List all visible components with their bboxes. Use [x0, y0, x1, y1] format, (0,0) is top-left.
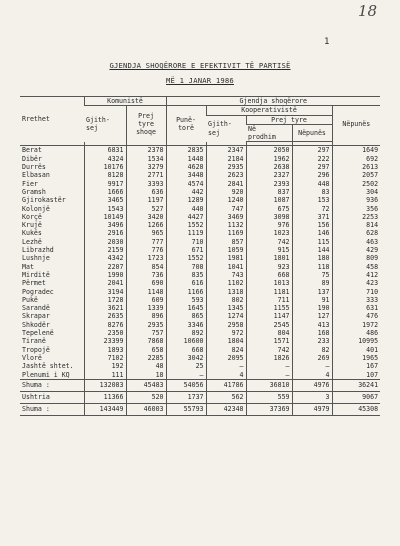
cell-value: 736 [126, 271, 166, 279]
row-label: Korçë [22, 212, 42, 221]
table-row [20, 329, 380, 337]
cell-value: – [246, 362, 292, 370]
row-label: Tepelenë [22, 329, 54, 338]
cell-value: 1013 [246, 279, 292, 287]
cell-value: 8128 [84, 171, 126, 179]
cell-value: 45308 [332, 403, 380, 415]
cell-value: 1645 [166, 304, 206, 312]
cell-value: 10149 [84, 213, 126, 221]
table-row [20, 238, 380, 246]
cell-value: 46003 [126, 403, 166, 415]
cell-value: 1166 [166, 288, 206, 296]
cell-value: 4342 [84, 254, 126, 262]
page-number: 1 [324, 37, 330, 47]
cell-value: 757 [126, 329, 166, 337]
row-label: Vlorë [22, 353, 42, 362]
cell-value: 892 [166, 329, 206, 337]
cell-value: 45483 [126, 379, 166, 391]
row-label: Skrapar [22, 312, 50, 321]
cell-value: 1737 [166, 391, 206, 403]
row-label: Sarandë [22, 304, 50, 313]
cell-value: 710 [166, 238, 206, 246]
table-row [20, 321, 380, 329]
cell-value: 2347 [206, 146, 246, 155]
cell-value: 37369 [246, 403, 292, 415]
cell-value: 4427 [166, 213, 206, 221]
cell-value: 3 [292, 391, 332, 403]
cell-value: 1893 [84, 346, 126, 354]
cell-value: 3465 [84, 196, 126, 204]
cell-value: 440 [166, 205, 206, 213]
cell-value: 401 [332, 346, 380, 354]
cell-value: 10176 [84, 163, 126, 171]
cell-value: 527 [126, 205, 166, 213]
row-label: Tropojë [22, 345, 50, 354]
cell-value: 671 [166, 246, 206, 254]
cell-value: 1801 [246, 254, 292, 262]
cell-value: 1289 [166, 196, 206, 204]
table-row [20, 279, 380, 287]
table-row [20, 188, 380, 196]
cell-value: 777 [126, 238, 166, 246]
cell-value: – [246, 371, 292, 379]
cell-value: 742 [246, 238, 292, 246]
cell-value: 6831 [84, 146, 126, 155]
cell-value: 1552 [166, 254, 206, 262]
cell-value: 168 [292, 329, 332, 337]
row-label: Elbasan [22, 171, 50, 180]
table-row [20, 371, 380, 379]
row-label: Lushnje [22, 254, 50, 263]
row-label: Shkodër [22, 320, 50, 329]
table-body [20, 146, 380, 415]
table-row [20, 304, 380, 312]
row-label: Shuma : [20, 403, 84, 415]
header-kooperativiste: Kooperativistë [206, 106, 332, 115]
cell-value: 3621 [84, 304, 126, 312]
cell-value: 333 [332, 296, 380, 304]
row-label: Librazhd [22, 246, 54, 255]
cell-value: 1962 [246, 155, 292, 163]
cell-value: 3098 [246, 213, 292, 221]
cell-value: 708 [166, 263, 206, 271]
cell-value: 3346 [166, 321, 206, 329]
cell-value: 1266 [126, 221, 166, 229]
cell-value: 628 [332, 229, 380, 237]
cell-value: 143449 [84, 403, 126, 415]
cell-value: 412 [332, 271, 380, 279]
cell-value: 371 [292, 213, 332, 221]
cell-value: 442 [166, 188, 206, 196]
cell-value: 1041 [206, 263, 246, 271]
cell-value: 896 [126, 312, 166, 320]
handwritten-page-number: 18 [358, 2, 378, 20]
row-label: Përmet [22, 279, 46, 288]
cell-value: 486 [332, 329, 380, 337]
cell-value: 2057 [332, 171, 380, 179]
cell-value: 2393 [246, 180, 292, 188]
cell-value: 2638 [246, 163, 292, 171]
header-koop-gjithsej: Gjith- sej [208, 120, 232, 137]
cell-value: 2502 [332, 180, 380, 188]
cell-value: 776 [126, 246, 166, 254]
cell-value: 82 [292, 346, 332, 354]
cell-value: 36810 [246, 379, 292, 391]
cell-value: 690 [126, 279, 166, 287]
cell-value: 9067 [332, 391, 380, 403]
cell-value: 1723 [126, 254, 166, 262]
row-label: Berat [22, 146, 42, 155]
cell-value: 18 [126, 371, 166, 379]
cell-value: 2041 [84, 279, 126, 287]
cell-value: 115 [292, 238, 332, 246]
cell-value: 1972 [332, 321, 380, 329]
table-row [20, 205, 380, 213]
cell-value: 9917 [84, 180, 126, 188]
cell-value: 72 [292, 205, 332, 213]
table-row [20, 354, 380, 362]
cell-value: 1059 [206, 246, 246, 254]
cell-value: 3448 [166, 171, 206, 179]
party-membership-table [20, 96, 380, 416]
cell-value: 1448 [166, 155, 206, 163]
row-label: Kukës [22, 229, 42, 238]
table-row [20, 146, 380, 155]
cell-value: 616 [166, 279, 206, 287]
table-row [20, 346, 380, 354]
row-label: Gramsh [22, 187, 46, 196]
cell-value: 814 [332, 221, 380, 229]
cell-value: 413 [292, 321, 332, 329]
cell-value: 2958 [206, 321, 246, 329]
cell-value: 54056 [166, 379, 206, 391]
cell-value: 743 [206, 271, 246, 279]
cell-value: 23399 [84, 337, 126, 345]
cell-value: 1155 [246, 304, 292, 312]
cell-value: 3279 [126, 163, 166, 171]
cell-value: 4628 [166, 163, 206, 171]
cell-value: 2545 [246, 321, 292, 329]
cell-value: 463 [332, 238, 380, 246]
cell-value: 180 [292, 254, 332, 262]
cell-value: 48 [126, 362, 166, 370]
document-title: GJENDJA SHOQËRORE E EFEKTIVIT TË PARTISË [109, 61, 291, 70]
cell-value: 1274 [206, 312, 246, 320]
header-nepunes: Nëpunës [332, 106, 380, 142]
cell-value: 3042 [166, 354, 206, 362]
cell-value: 2771 [126, 171, 166, 179]
cell-value: 936 [332, 196, 380, 204]
cell-value: 3496 [84, 221, 126, 229]
cell-value: 36241 [332, 379, 380, 391]
table-row [20, 362, 380, 370]
cell-value: 8276 [84, 321, 126, 329]
cell-value: 2207 [84, 263, 126, 271]
cell-value: 1087 [246, 196, 292, 204]
cell-value: 2184 [206, 155, 246, 163]
cell-value: 137 [292, 288, 332, 296]
cell-value: 920 [206, 188, 246, 196]
cell-value: 1571 [246, 337, 292, 345]
cell-value: 1148 [126, 288, 166, 296]
cell-value: 156 [292, 221, 332, 229]
header-punetore: Punë- torë [166, 106, 206, 142]
row-label: Krujë [22, 221, 42, 230]
table-row [20, 163, 380, 171]
cell-value: 675 [246, 205, 292, 213]
cell-value: 593 [166, 296, 206, 304]
cell-value: 4979 [292, 403, 332, 415]
cell-value: 1728 [84, 296, 126, 304]
cell-value: 75 [292, 271, 332, 279]
cell-value: 520 [126, 391, 166, 403]
row-label: Dibër [22, 154, 42, 163]
cell-value: 7102 [84, 354, 126, 362]
cell-value: 865 [166, 312, 206, 320]
cell-value: 2935 [206, 163, 246, 171]
row-label: Pukë [22, 295, 38, 304]
cell-value: 127 [292, 312, 332, 320]
cell-value: 107 [332, 371, 380, 379]
row-label: Jashtë shtet. [22, 362, 74, 371]
cell-value: 4324 [84, 155, 126, 163]
row-label: Ushtria [22, 392, 50, 401]
cell-value: 3393 [126, 180, 166, 188]
cell-value: 1826 [246, 354, 292, 362]
cell-value: 89 [292, 279, 332, 287]
table-row [20, 296, 380, 304]
row-label: Mirditë [22, 270, 50, 279]
cell-value: 631 [332, 304, 380, 312]
cell-value: 1023 [246, 229, 292, 237]
cell-value: 710 [332, 288, 380, 296]
cell-value: 1981 [206, 254, 246, 262]
cell-value: 1552 [166, 221, 206, 229]
row-label: Mat [22, 262, 34, 271]
cell-value: 1119 [166, 229, 206, 237]
army-row [20, 391, 380, 403]
table-row [20, 288, 380, 296]
cell-value: 356 [332, 205, 380, 213]
table-row [20, 254, 380, 262]
table-row [20, 229, 380, 237]
cell-value: 1147 [246, 312, 292, 320]
cell-value: 809 [332, 254, 380, 262]
cell-value: 297 [292, 163, 332, 171]
cell-value: 837 [246, 188, 292, 196]
cell-value: 857 [206, 238, 246, 246]
cell-value: 2285 [126, 354, 166, 362]
cell-value: 146 [292, 229, 332, 237]
header-gjendja-shoqerore: Gjendja shoqërore [166, 97, 380, 106]
header-komunista: Komunistë [84, 97, 166, 106]
row-label: Pogradec [22, 287, 54, 296]
table-row [20, 263, 380, 271]
cell-value: 1339 [126, 304, 166, 312]
cell-value: 2378 [126, 146, 166, 155]
grand-total-row [20, 403, 380, 415]
cell-value: 692 [332, 155, 380, 163]
header-rrethet: Rrethet [20, 97, 84, 142]
table-row [20, 180, 380, 188]
cell-value: 2613 [332, 163, 380, 171]
cell-value: 1965 [332, 354, 380, 362]
cell-value: – [206, 362, 246, 370]
cell-value: 802 [206, 296, 246, 304]
cell-value: 3469 [206, 213, 246, 221]
table-row [20, 271, 380, 279]
cell-value: 3194 [84, 288, 126, 296]
cell-value: 636 [126, 188, 166, 196]
cell-value: 1132 [206, 221, 246, 229]
cell-value: – [292, 362, 332, 370]
cell-value: 304 [332, 188, 380, 196]
cell-value: 1534 [126, 155, 166, 163]
cell-value: 2159 [84, 246, 126, 254]
cell-value: 91 [292, 296, 332, 304]
cell-value: 25 [166, 362, 206, 370]
cell-value: 476 [332, 312, 380, 320]
cell-value: 609 [126, 296, 166, 304]
table-row [20, 312, 380, 320]
cell-value: 804 [246, 329, 292, 337]
cell-value: 4 [292, 371, 332, 379]
cell-value: 4976 [292, 379, 332, 391]
table-row [20, 221, 380, 229]
cell-value: 233 [292, 337, 332, 345]
cell-value: 711 [246, 296, 292, 304]
cell-value: 2030 [84, 238, 126, 246]
row-label: Plenumi i KQ [22, 370, 70, 379]
cell-value: 2050 [246, 146, 292, 155]
cell-value: 1990 [84, 271, 126, 279]
cell-value: 2835 [166, 146, 206, 155]
cell-value: 7868 [126, 337, 166, 345]
cell-value: 55793 [166, 403, 206, 415]
cell-value: 2635 [84, 312, 126, 320]
cell-value: 2350 [84, 329, 126, 337]
cell-value: 915 [246, 246, 292, 254]
cell-value: 1102 [206, 279, 246, 287]
cell-value: 923 [246, 263, 292, 271]
cell-value: 222 [292, 155, 332, 163]
cell-value: 854 [126, 263, 166, 271]
cell-value: 1169 [206, 229, 246, 237]
cell-value: 1345 [206, 304, 246, 312]
header-prej-tyre: Prej tyre [246, 115, 332, 124]
cell-value: 269 [292, 354, 332, 362]
cell-value: 429 [332, 246, 380, 254]
header-nepunes-koop: Nëpunës [292, 124, 332, 142]
cell-value: 296 [292, 171, 332, 179]
cell-value: 11366 [84, 391, 126, 403]
cell-value: 1240 [206, 196, 246, 204]
cell-value: 2253 [332, 213, 380, 221]
document-date: MË 1 JANAR 1986 [166, 76, 234, 85]
cell-value: 1318 [206, 288, 246, 296]
header-ne-prodhim: Në prodhim [246, 124, 292, 142]
table-row [20, 155, 380, 163]
cell-value: 448 [292, 180, 332, 188]
cell-value: 668 [166, 346, 206, 354]
cell-value: 10995 [332, 337, 380, 345]
cell-value: 742 [246, 346, 292, 354]
cell-value: 824 [206, 346, 246, 354]
cell-value: 190 [292, 304, 332, 312]
cell-value: 42348 [206, 403, 246, 415]
cell-value: 4 [206, 371, 246, 379]
header-prej-tyre-shoqe: Prej tyre shoqe [126, 106, 166, 142]
cell-value: 2095 [206, 354, 246, 362]
cell-value: 1649 [332, 146, 380, 155]
cell-value: 835 [166, 271, 206, 279]
cell-value: 2623 [206, 171, 246, 179]
cell-value: 562 [206, 391, 246, 403]
cell-value: 1804 [206, 337, 246, 345]
row-label: Shuma : [20, 379, 84, 391]
cell-value: 2841 [206, 180, 246, 188]
cell-value: 41786 [206, 379, 246, 391]
cell-value: 111 [84, 371, 126, 379]
cell-value: 965 [126, 229, 166, 237]
cell-value: 1197 [126, 196, 166, 204]
cell-value: 458 [332, 263, 380, 271]
table-row [20, 246, 380, 254]
cell-value: 297 [292, 146, 332, 155]
cell-value: 4574 [166, 180, 206, 188]
row-label: Durrës [22, 163, 46, 172]
table-row [20, 196, 380, 204]
cell-value: 2916 [84, 229, 126, 237]
cell-value: 972 [206, 329, 246, 337]
cell-value: – [166, 371, 206, 379]
cell-value: 118 [292, 263, 332, 271]
cell-value: 192 [84, 362, 126, 370]
row-label: Tiranë [22, 337, 46, 346]
table-row [20, 171, 380, 179]
cell-value: 658 [126, 346, 166, 354]
cell-value: 10600 [166, 337, 206, 345]
table-row [20, 213, 380, 221]
cell-value: 1666 [84, 188, 126, 196]
cell-value: 976 [246, 221, 292, 229]
row-label: Gjirokastër [22, 196, 66, 205]
header-gjithsej: Gjith- sej [86, 115, 110, 133]
row-label: Lezhë [22, 237, 42, 246]
cell-value: 2935 [126, 321, 166, 329]
cell-value: 153 [292, 196, 332, 204]
row-label: Kolonjë [22, 204, 50, 213]
cell-value: 83 [292, 188, 332, 196]
cell-value: 423 [332, 279, 380, 287]
cell-value: 3420 [126, 213, 166, 221]
total-row [20, 379, 380, 391]
cell-value: 1543 [84, 205, 126, 213]
table-row [20, 337, 380, 345]
cell-value: 668 [246, 271, 292, 279]
cell-value: 167 [332, 362, 380, 370]
cell-value: 1181 [246, 288, 292, 296]
cell-value: 144 [292, 246, 332, 254]
cell-value: 747 [206, 205, 246, 213]
cell-value: 2327 [246, 171, 292, 179]
cell-value: 132083 [84, 379, 126, 391]
row-label: Fier [22, 179, 38, 188]
cell-value: 559 [246, 391, 292, 403]
